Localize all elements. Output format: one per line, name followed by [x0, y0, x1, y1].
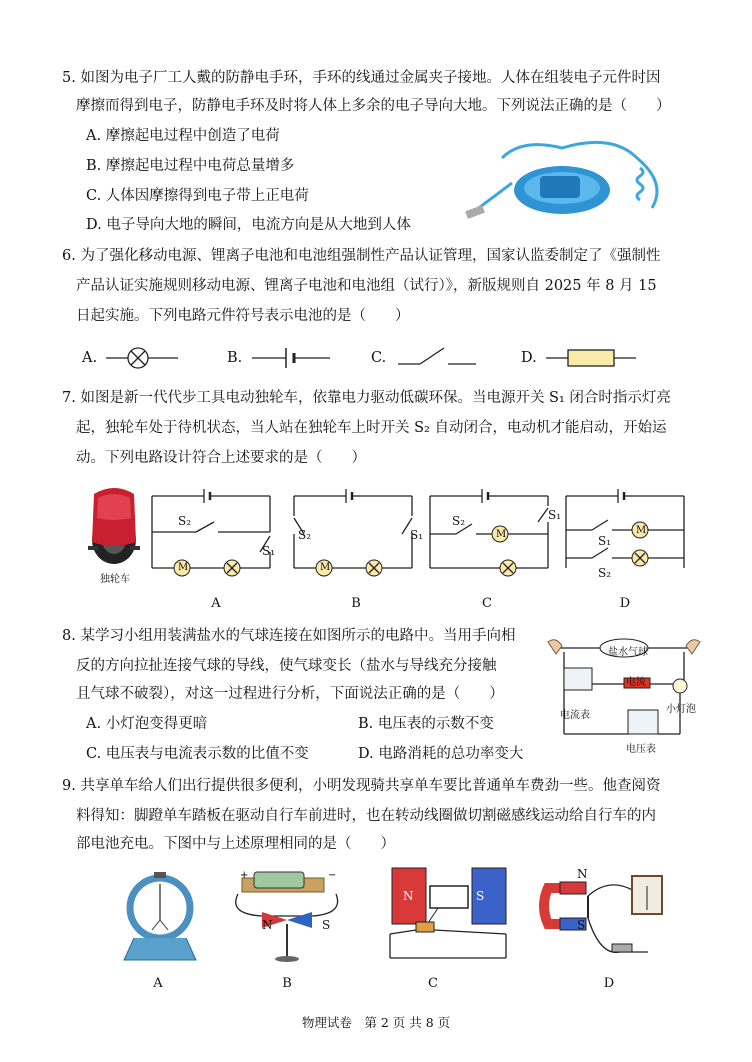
circuit-d-diagram	[562, 486, 688, 576]
q5-stem-line-1: 5. 如图为电子厂工人戴的防静电手环，手环的线通过金属夹子接地。人体在组装电子元件时因	[62, 70, 661, 86]
q8-stem-line-3: 且气球不破裂），对这一过程进行分析，下面说法正确的是（ ）	[76, 686, 504, 702]
q9-stem-line-2: 料得知：脚蹬单车踏板在驱动自行车前进时，也在转动线圈做切割磁感线运动给自行车的内	[76, 808, 656, 824]
q6-option-b-label: B.	[227, 350, 243, 366]
q8-option-c: C. 电压表与电流表示数的比值不变	[86, 746, 309, 762]
page-footer: 物理试卷 第 2 页 共 8 页	[301, 1015, 451, 1030]
q6-stem-line-3: 日起实施。下列电路元件符号表示电池的是（ ）	[76, 308, 410, 324]
circuit-d-s1-label: S₁	[598, 534, 612, 548]
ammeter-label: 电流表	[560, 710, 590, 721]
q9-stem-line-3: 部电池充电。下图中与上述原理相同的是（ ）	[76, 836, 395, 852]
figure-b-label: B	[282, 976, 292, 991]
figure-d-horseshoe-galvanometer	[540, 866, 670, 966]
resistor-symbol-icon	[546, 346, 638, 370]
q8-option-b: B. 电压表的示数不变	[358, 716, 494, 732]
unicycle-image	[84, 484, 142, 568]
q8-option-a: A. 小灯泡变得更暗	[86, 716, 208, 732]
circuit-c-label: C	[482, 596, 492, 611]
figure-d-label: D	[603, 976, 615, 991]
circuit-d-s2-label: S₂	[598, 566, 612, 580]
circuit-c-diagram	[426, 486, 552, 576]
figure-a-label: A	[153, 976, 163, 991]
bulb-label: 小灯泡	[666, 704, 696, 715]
circuit-c-s2-label: S₂	[452, 514, 466, 528]
q5-option-d: D. 电子导向大地的瞬间，电流方向是从大地到人体	[86, 217, 411, 233]
circuit-b-label: B	[351, 596, 361, 611]
circuit-d-label: D	[619, 596, 631, 611]
svg-text:+: +	[240, 870, 249, 881]
q7-stem-line-1: 7. 如图是新一代代步工具电动独轮车，依靠电力驱动低碳环保。当电源开关 S₁ 闭合时指示灯亮	[62, 390, 671, 406]
circuit-c-motor-label: M	[496, 529, 507, 540]
figure-c-label: C	[428, 976, 438, 991]
figure-b-oersted-experiment	[232, 864, 342, 964]
figure-b-s-label: S	[322, 918, 331, 932]
q5-stem-line-2: 摩擦而得到电子，防静电手环及时将人体上多余的电子导向大地。下列说法正确的是（ ）	[76, 98, 671, 114]
battery-symbol-icon	[252, 346, 332, 370]
circuit-a-diagram	[148, 486, 274, 576]
figure-a-ring-stand	[120, 864, 200, 964]
circuit-a-s1-label: S₁	[262, 544, 276, 558]
circuit-a-s2-label: S₂	[178, 514, 192, 528]
antistatic-wrist-strap-image	[462, 128, 682, 228]
q5-option-a: A. 摩擦起电过程中创造了电荷	[86, 128, 280, 144]
circuit-a-motor-label: M	[178, 562, 189, 573]
switch-symbol-icon	[398, 344, 478, 370]
circuit-b-motor-label: M	[320, 562, 331, 573]
q5-option-c: C. 人体因摩擦得到电子带上正电荷	[86, 188, 309, 204]
q6-option-d-label: D.	[521, 350, 537, 366]
circuit-a-label: A	[211, 596, 221, 611]
q6-option-c-label: C.	[371, 350, 387, 366]
circuit-b-s2-label: S₂	[298, 528, 312, 542]
q8-option-d: D. 电路消耗的总功率变大	[358, 746, 524, 762]
circuit-d-motor-label: M	[636, 525, 647, 536]
balloon-label: 盐水气球	[608, 647, 648, 658]
q5-option-b: B. 摩擦起电过程中电荷总量增多	[86, 158, 295, 174]
figure-b-n-label: N	[262, 918, 273, 932]
q7-stem-line-2: 起，独轮车处于待机状态，当人站在独轮车上时开关 S₂ 自动闭合，电动机才能启动，开始运	[76, 420, 667, 436]
q9-stem-line-1: 9. 共享单车给人们出行提供很多便利，小明发现骑共享单车要比普通单车费劲一些。他查阅资	[62, 778, 661, 794]
figure-c-n-label: N	[403, 889, 414, 903]
figure-d-s-label: S	[577, 918, 586, 932]
figure-c-coil-between-magnets	[386, 862, 510, 966]
figure-d-n-label: N	[577, 867, 588, 881]
power-label: 电流	[626, 677, 646, 688]
circuit-b-s1-label: S₁	[410, 528, 424, 542]
unicycle-caption: 独轮车	[100, 574, 130, 585]
svg-text:−: −	[328, 870, 337, 881]
q7-stem-line-3: 动。下列电路设计符合上述要求的是（ ）	[76, 450, 366, 466]
q6-stem-line-2: 产品认证实施规则移动电源、锂离子电池和电池组（试行）》，新版规则自 2025 年 8 月 15	[76, 278, 657, 294]
figure-c-s-label: S	[476, 889, 485, 903]
circuit-c-s1-label: S₁	[548, 508, 562, 522]
voltmeter-label: 电压表	[626, 744, 656, 755]
q6-stem-line-1: 6. 为了强化移动电源、锂离子电池和电池组强制性产品认证管理，国家认监委制定了《强制性	[62, 248, 661, 264]
q8-stem-line-1: 8. 某学习小组用装满盐水的气球连接在如图所示的电路中。当用手向相	[62, 628, 516, 644]
q6-option-a-label: A.	[82, 350, 98, 366]
lamp-symbol-icon	[106, 346, 180, 370]
q8-stem-line-2: 反的方向拉扯连接气球的导线，使气球变长（盐水与导线充分接触	[76, 658, 497, 674]
